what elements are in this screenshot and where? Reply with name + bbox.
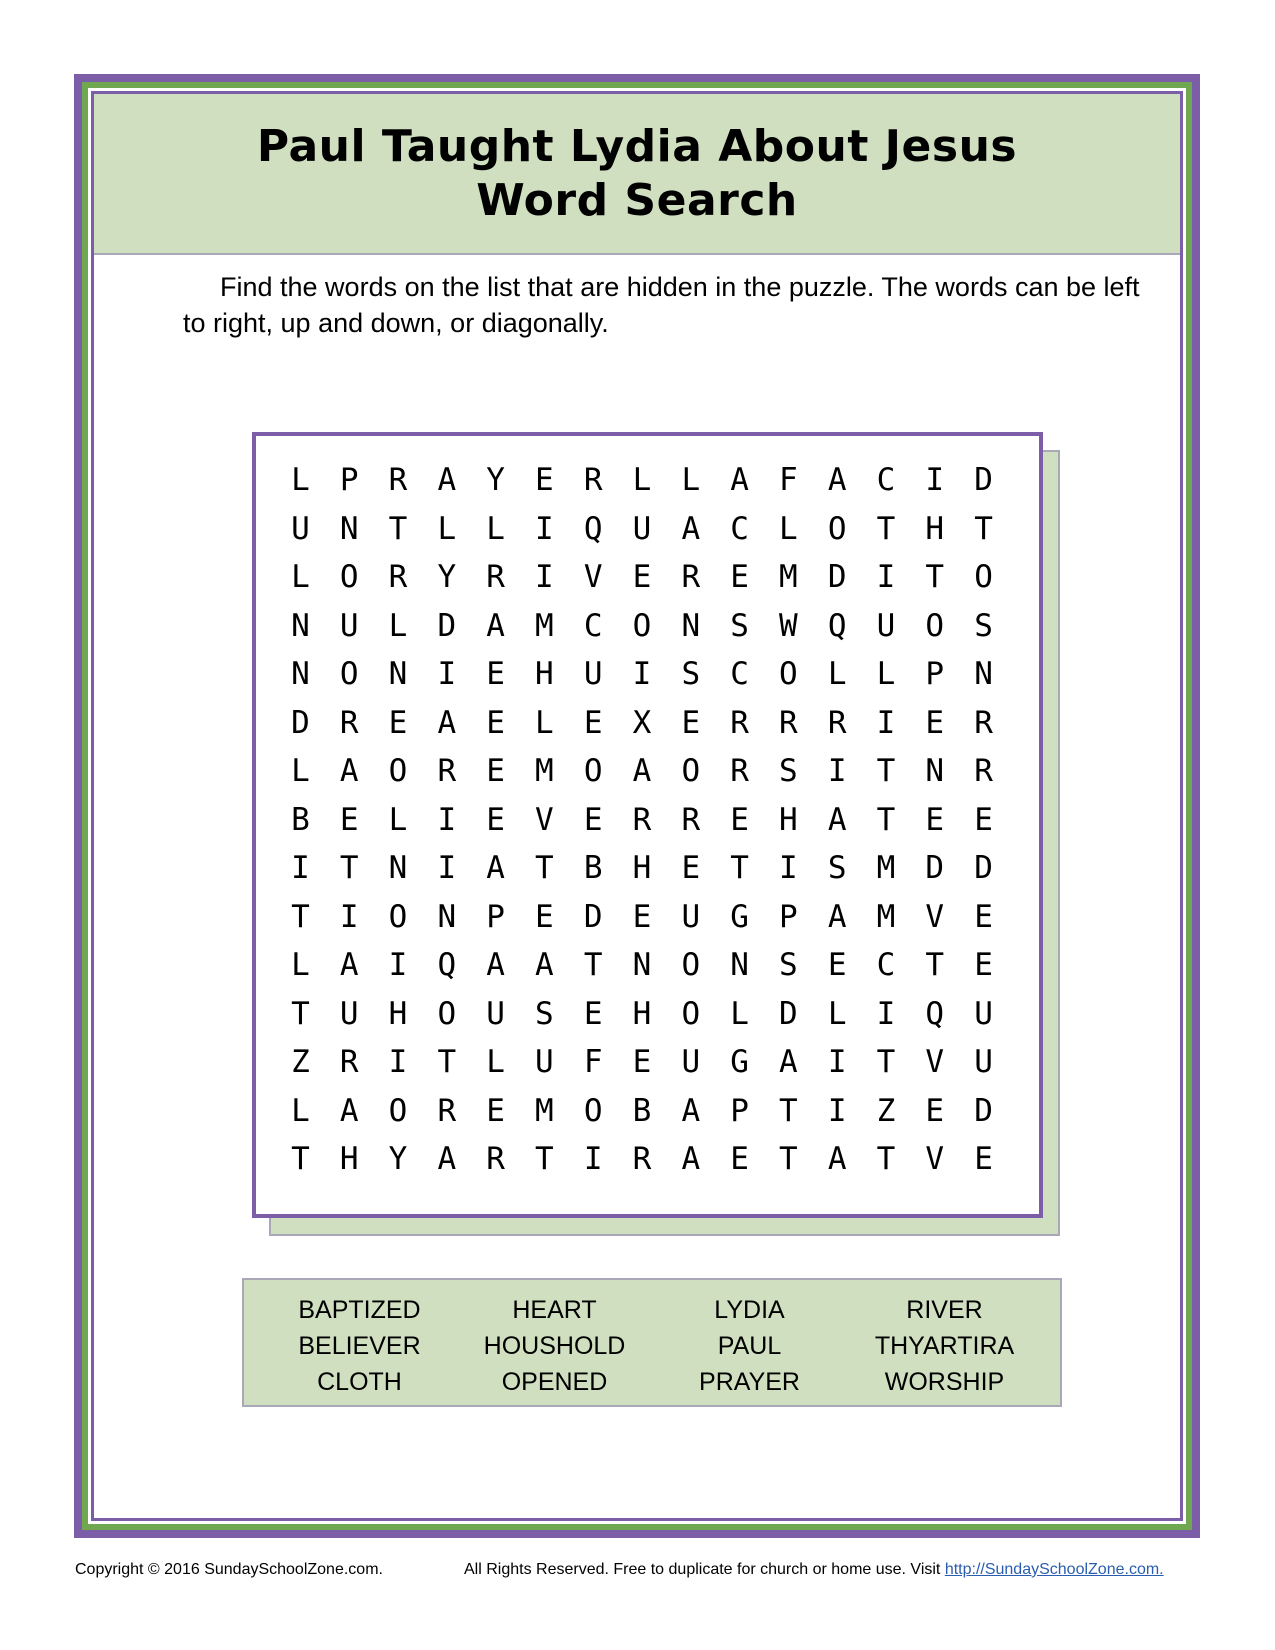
- word-list-column: [847, 1292, 1042, 1405]
- page-border-white: [88, 88, 1186, 1524]
- grid-letter: V: [583, 559, 603, 596]
- grid-letter: A: [681, 510, 701, 547]
- grid-letter: I: [437, 656, 457, 693]
- grid-letter: M: [779, 559, 798, 596]
- grid-letter: E: [339, 801, 359, 838]
- page-border: [74, 74, 1200, 1538]
- grid-letter: O: [583, 753, 603, 790]
- grid-letter: E: [583, 995, 603, 1032]
- grid-letter: T: [291, 898, 310, 935]
- grid-letter: T: [876, 753, 896, 790]
- grid-letter: Y: [437, 559, 457, 596]
- grid-letter: L: [291, 559, 310, 596]
- grid-letter: Y: [388, 1141, 408, 1178]
- grid-letter: H: [632, 995, 652, 1032]
- grid-letter: A: [486, 947, 505, 984]
- grid-letter: E: [583, 801, 603, 838]
- grid-letter: E: [632, 898, 652, 935]
- grid-letter: O: [388, 753, 408, 790]
- grid-letter: A: [339, 1092, 359, 1129]
- grid-letter: U: [974, 1044, 993, 1081]
- grid-letter: E: [486, 704, 505, 741]
- grid-letter: L: [632, 462, 652, 499]
- grid-letter: U: [681, 1044, 701, 1081]
- grid-letter: I: [437, 801, 457, 838]
- grid-letter: E: [632, 1044, 652, 1081]
- grid-letter: U: [632, 510, 652, 547]
- grid-letter: E: [974, 898, 993, 935]
- grid-letter: E: [388, 704, 408, 741]
- grid-letter: L: [291, 1092, 310, 1129]
- grid-letter: R: [339, 1044, 359, 1081]
- grid-letter: T: [779, 1141, 798, 1178]
- grid-letter: A: [827, 462, 847, 499]
- grid-letter: S: [730, 607, 749, 644]
- grid-letter: M: [535, 607, 554, 644]
- grid-letter: I: [779, 850, 798, 887]
- grid-letter: E: [486, 801, 505, 838]
- grid-letter: E: [974, 947, 993, 984]
- grid-letter: P: [730, 1092, 749, 1129]
- grid-letter: L: [681, 462, 701, 499]
- grid-letter: R: [437, 753, 457, 790]
- grid-letter: A: [486, 850, 505, 887]
- grid-letter: H: [388, 995, 408, 1032]
- worksheet: [91, 91, 1183, 1521]
- grid-letter: A: [339, 947, 359, 984]
- grid-letter: L: [437, 510, 457, 547]
- grid-letter: V: [925, 1044, 945, 1081]
- grid-letter: U: [339, 607, 359, 644]
- grid-letter: N: [388, 850, 408, 887]
- grid-letter: A: [339, 753, 359, 790]
- grid-letter: L: [486, 510, 505, 547]
- word-list-item: PRAYER: [699, 1368, 800, 1396]
- grid-letter: H: [339, 1141, 359, 1178]
- rights-text: [464, 1561, 1164, 1579]
- grid-letter: A: [681, 1092, 701, 1129]
- grid-letter: V: [925, 1141, 945, 1178]
- grid-letter: I: [535, 510, 554, 547]
- page-border-green: [82, 82, 1192, 1530]
- grid-letter: G: [730, 898, 749, 935]
- grid-letter: I: [388, 1044, 408, 1081]
- grid-letter: L: [779, 510, 798, 547]
- grid-letter: Z: [291, 1044, 310, 1081]
- grid-letter: I: [632, 656, 652, 693]
- grid-letter: R: [632, 801, 652, 838]
- grid-letter: O: [583, 1092, 603, 1129]
- grid-letter: T: [925, 947, 945, 984]
- grid-letter: R: [388, 559, 408, 596]
- grid-letter: S: [681, 656, 701, 693]
- grid-letter: D: [974, 462, 993, 499]
- grid-letter: U: [339, 995, 359, 1032]
- grid-letter: Q: [437, 947, 457, 984]
- grid-letter: V: [535, 801, 554, 838]
- grid-letter: R: [681, 559, 701, 596]
- grid-letter: D: [291, 704, 310, 741]
- grid-letter: I: [535, 559, 554, 596]
- grid-letter: R: [583, 462, 603, 499]
- grid-letter: L: [827, 656, 847, 693]
- grid-letter: D: [974, 1092, 993, 1129]
- page-subtitle: Word Search: [476, 174, 798, 226]
- grid-letter: T: [535, 1141, 554, 1178]
- title-band: [94, 94, 1180, 255]
- word-list: [242, 1278, 1062, 1407]
- grid-letter: M: [876, 898, 896, 935]
- grid-letter: A: [827, 1141, 847, 1178]
- grid-letter: E: [681, 704, 701, 741]
- word-search-grid: [276, 456, 1008, 1184]
- grid-letter: E: [730, 1141, 749, 1178]
- grid-letter: E: [925, 704, 945, 741]
- grid-letter: E: [583, 704, 603, 741]
- grid-letter: I: [925, 462, 945, 499]
- grid-letter: I: [388, 947, 408, 984]
- grid-letter: E: [974, 801, 993, 838]
- grid-letter: O: [681, 753, 701, 790]
- grid-letter: T: [291, 1141, 310, 1178]
- grid-letter: T: [291, 995, 310, 1032]
- grid-letter: N: [437, 898, 457, 935]
- grid-letter: N: [388, 656, 408, 693]
- grid-letter: I: [437, 850, 457, 887]
- grid-letter: R: [730, 704, 749, 741]
- grid-letter: E: [827, 947, 847, 984]
- grid-letter: U: [681, 898, 701, 935]
- grid-letter: H: [925, 510, 945, 547]
- grid-letter: Z: [876, 1092, 896, 1129]
- grid-letter: T: [876, 1044, 896, 1081]
- grid-letter: U: [876, 607, 896, 644]
- grid-letter: A: [827, 801, 847, 838]
- grid-letter: T: [925, 559, 945, 596]
- grid-letter: R: [486, 559, 505, 596]
- grid-letter: E: [925, 1092, 945, 1129]
- word-list-item: HOUSHOLD: [483, 1332, 626, 1360]
- grid-letter: A: [437, 1141, 457, 1178]
- grid-letter: W: [779, 607, 798, 644]
- grid-letter: A: [827, 898, 847, 935]
- grid-letter: E: [730, 559, 749, 596]
- grid-letter: D: [974, 850, 993, 887]
- instructions: Find the words on the list that are hidden in the puzzle. The words can be left to right, up and down, or diagonally.: [183, 272, 1140, 338]
- grid-letter: O: [779, 656, 798, 693]
- grid-letter: Y: [486, 462, 505, 499]
- grid-letter: L: [876, 656, 896, 693]
- grid-letter: H: [632, 850, 652, 887]
- grid-letter: N: [925, 753, 945, 790]
- word-list-item: BELIEVER: [298, 1332, 421, 1360]
- grid-letter: I: [876, 995, 896, 1032]
- grid-letter: Q: [827, 607, 847, 644]
- rights-label: All Rights Reserved. Free to duplicate for church or home use. Visit: [464, 1561, 945, 1578]
- grid-letter: B: [583, 850, 603, 887]
- grid-letter: X: [632, 704, 652, 741]
- grid-letter: T: [535, 850, 554, 887]
- grid-letter: O: [437, 995, 457, 1032]
- grid-letter: B: [291, 801, 310, 838]
- grid-letter: A: [535, 947, 554, 984]
- grid-letter: P: [779, 898, 798, 935]
- grid-letter: T: [730, 850, 749, 887]
- grid-letter: O: [681, 995, 701, 1032]
- grid-letter: I: [876, 559, 896, 596]
- word-list-column: [457, 1292, 652, 1405]
- grid-letter: O: [681, 947, 701, 984]
- grid-letter: R: [681, 801, 701, 838]
- grid-letter: O: [827, 510, 847, 547]
- grid-letter: L: [486, 1044, 505, 1081]
- grid-letter: L: [535, 704, 554, 741]
- word-list-column: [262, 1292, 457, 1405]
- grid-letter: U: [535, 1044, 554, 1081]
- grid-letter: E: [632, 559, 652, 596]
- grid-letter: S: [535, 995, 554, 1032]
- grid-letter: U: [974, 995, 993, 1032]
- grid-letter: A: [681, 1141, 701, 1178]
- grid-letter: T: [876, 1141, 896, 1178]
- grid-letter: U: [486, 995, 505, 1032]
- grid-letter: R: [486, 1141, 505, 1178]
- grid-letter: O: [632, 607, 652, 644]
- grid-letter: V: [925, 898, 945, 935]
- grid-letter: E: [730, 801, 749, 838]
- grid-letter: E: [535, 462, 554, 499]
- grid-letter: I: [827, 1092, 847, 1129]
- grid-letter: S: [974, 607, 993, 644]
- grid-letter: F: [583, 1044, 603, 1081]
- grid-letter: P: [339, 462, 359, 499]
- word-list-item: LYDIA: [714, 1296, 785, 1324]
- grid-letter: A: [437, 704, 457, 741]
- grid-letter: I: [339, 898, 359, 935]
- grid-letter: L: [730, 995, 749, 1032]
- grid-letter: L: [291, 462, 310, 499]
- grid-letter: U: [291, 510, 310, 547]
- grid-letter: E: [535, 898, 554, 935]
- grid-letter: H: [779, 801, 798, 838]
- grid-letter: S: [779, 753, 798, 790]
- grid-letter: I: [876, 704, 896, 741]
- grid-letter: T: [339, 850, 359, 887]
- grid-letter: M: [535, 753, 554, 790]
- grid-letter: N: [632, 947, 652, 984]
- grid-letter: A: [632, 753, 652, 790]
- grid-letter: R: [339, 704, 359, 741]
- site-link[interactable]: http://SundaySchoolZone.com.: [944, 1561, 1164, 1578]
- word-list-item: THYARTIRA: [874, 1332, 1015, 1360]
- grid-letter: N: [291, 656, 310, 693]
- grid-letter: E: [681, 850, 701, 887]
- grid-letter: O: [388, 1092, 408, 1129]
- grid-letter: R: [974, 753, 993, 790]
- grid-letter: T: [437, 1044, 457, 1081]
- grid-letter: D: [827, 559, 847, 596]
- grid-letter: R: [779, 704, 798, 741]
- grid-letter: M: [535, 1092, 554, 1129]
- grid-letter: N: [974, 656, 993, 693]
- grid-letter: E: [925, 801, 945, 838]
- grid-letter: O: [974, 559, 993, 596]
- word-list-column: [652, 1292, 847, 1405]
- grid-letter: R: [388, 462, 408, 499]
- grid-letter: P: [925, 656, 945, 693]
- grid-letter: A: [486, 607, 505, 644]
- grid-letter: I: [291, 850, 310, 887]
- grid-letter: F: [779, 462, 798, 499]
- grid-letter: A: [730, 462, 749, 499]
- word-list-item: HEART: [512, 1296, 597, 1324]
- grid-letter: N: [291, 607, 310, 644]
- grid-letter: M: [876, 850, 896, 887]
- grid-letter: I: [583, 1141, 603, 1178]
- grid-letter: T: [779, 1092, 798, 1129]
- word-list-item: CLOTH: [317, 1368, 402, 1396]
- grid-letter: O: [339, 656, 359, 693]
- grid-letter: R: [632, 1141, 652, 1178]
- grid-letter: C: [876, 462, 896, 499]
- grid-letter: O: [388, 898, 408, 935]
- grid-letter: Q: [583, 510, 603, 547]
- grid-letter: U: [583, 656, 603, 693]
- grid-letter: A: [779, 1044, 798, 1081]
- grid-letter: N: [339, 510, 359, 547]
- copyright-text: Copyright © 2016 SundaySchoolZone.com.: [75, 1561, 383, 1578]
- grid-letter: I: [827, 753, 847, 790]
- grid-letter: L: [291, 947, 310, 984]
- grid-letter: P: [486, 898, 505, 935]
- grid-letter: T: [388, 510, 408, 547]
- grid-letter: G: [730, 1044, 749, 1081]
- grid-letter: N: [730, 947, 749, 984]
- grid-letter: C: [730, 656, 749, 693]
- grid-letter: N: [681, 607, 701, 644]
- grid-letter: Q: [925, 995, 945, 1032]
- grid-letter: T: [974, 510, 993, 547]
- grid-letter: I: [827, 1044, 847, 1081]
- grid-letter: E: [974, 1141, 993, 1178]
- grid-letter: L: [388, 607, 408, 644]
- word-list-item: WORSHIP: [884, 1368, 1005, 1396]
- word-list-item: RIVER: [906, 1296, 983, 1324]
- grid-letter: L: [827, 995, 847, 1032]
- grid-letter: T: [876, 510, 896, 547]
- grid-letter: B: [632, 1092, 652, 1129]
- grid-letter: R: [974, 704, 993, 741]
- word-list-item: BAPTIZED: [298, 1296, 421, 1324]
- grid-letter: T: [876, 801, 896, 838]
- word-search-grid-box: [252, 432, 1043, 1218]
- grid-letter: R: [730, 753, 749, 790]
- grid-letter: E: [486, 656, 505, 693]
- grid-letter: E: [486, 1092, 505, 1129]
- grid-letter: R: [827, 704, 847, 741]
- grid-letter: O: [925, 607, 945, 644]
- grid-letter: A: [437, 462, 457, 499]
- grid-letter: H: [535, 656, 554, 693]
- grid-letter: S: [827, 850, 847, 887]
- grid-letter: D: [583, 898, 603, 935]
- page-title: Paul Taught Lydia About Jesus: [256, 120, 1018, 172]
- word-list-item: OPENED: [501, 1368, 608, 1396]
- grid-letter: C: [583, 607, 603, 644]
- grid-letter: R: [437, 1092, 457, 1129]
- grid-letter: C: [876, 947, 896, 984]
- grid-letter: L: [291, 753, 310, 790]
- grid-letter: D: [779, 995, 798, 1032]
- grid-letter: E: [486, 753, 505, 790]
- grid-letter: D: [437, 607, 457, 644]
- grid-letter: C: [730, 510, 749, 547]
- grid-letter: S: [779, 947, 798, 984]
- word-list-item: PAUL: [717, 1332, 782, 1360]
- grid-letter: L: [388, 801, 408, 838]
- grid-letter: T: [583, 947, 603, 984]
- grid-letter: O: [339, 559, 359, 596]
- grid-letter: D: [925, 850, 945, 887]
